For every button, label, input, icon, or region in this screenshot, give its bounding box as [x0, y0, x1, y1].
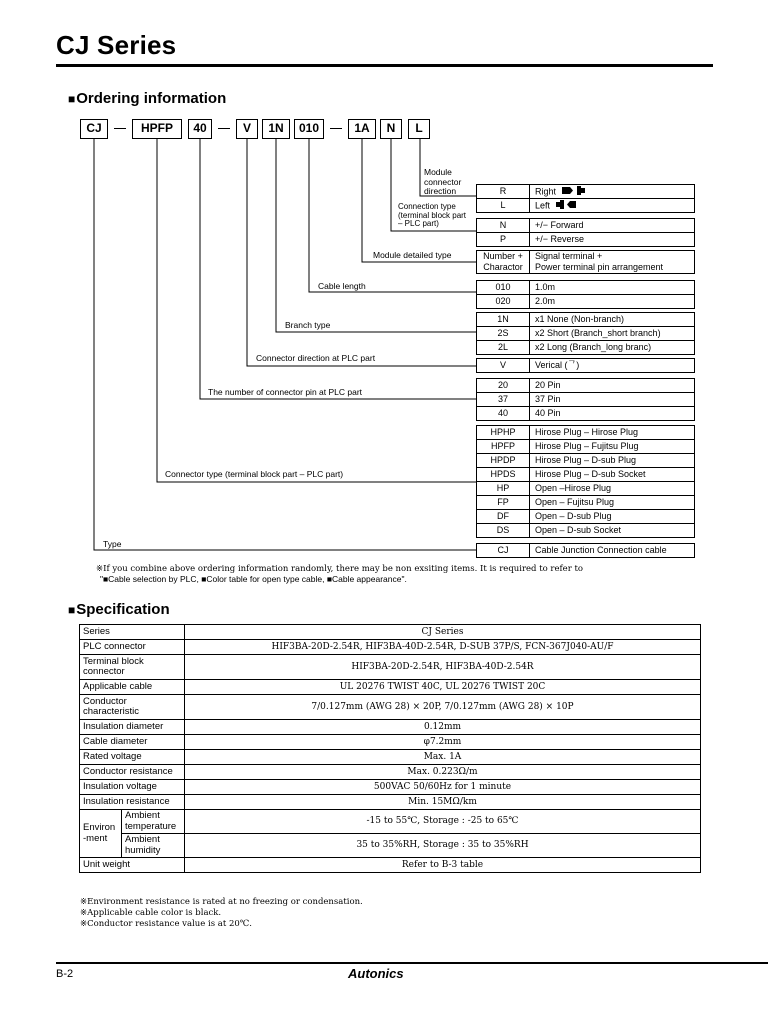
table-row: [80, 765, 701, 780]
table-row: [477, 426, 695, 440]
option-desc: +/− Reverse: [530, 233, 695, 247]
specification-table: [79, 624, 701, 873]
option-code: HPDP: [477, 454, 530, 468]
code-box-branch: 1N: [262, 119, 290, 139]
option-code: 1N: [477, 313, 530, 327]
spec-label: Conductor resistance: [80, 765, 185, 780]
spec-value: 500VAC 50/60Hz for 1 minute: [185, 780, 701, 795]
spec-label: Insulation diameter: [80, 720, 185, 735]
ordering-heading: [68, 90, 226, 107]
spec-value: Max. 1A: [185, 750, 701, 765]
table-row: [477, 440, 695, 454]
spec-value: HIF3BA-20D-2.54R, HIF3BA-40D-2.54R: [185, 655, 701, 680]
option-code: 2S: [477, 327, 530, 341]
table-row: [477, 482, 695, 496]
footer-rule: [56, 962, 768, 964]
spec-label: Applicable cable: [80, 680, 185, 695]
table-row: [477, 219, 695, 233]
spec-value: φ7.2mm: [185, 735, 701, 750]
label-type: Type: [103, 539, 122, 549]
code-box-module: 1A: [348, 119, 376, 139]
left-connector-icon: [556, 200, 576, 212]
option-desc: Open – D-sub Plug: [530, 510, 695, 524]
code-box-connector-type: HPFP: [132, 119, 182, 139]
table-row: [477, 251, 695, 274]
option-code: FP: [477, 496, 530, 510]
option-desc: 37 Pin: [530, 393, 695, 407]
label-branch: Branch type: [285, 320, 331, 330]
table-row: [80, 750, 701, 765]
table-row: [477, 281, 695, 295]
table-row: [80, 680, 701, 695]
spec-label: Insulation voltage: [80, 780, 185, 795]
spec-label: PLC connector: [80, 640, 185, 655]
option-desc: Hirose Plug – Hirose Plug: [530, 426, 695, 440]
code-box-direction: L: [408, 119, 430, 139]
spec-value: Min. 15MΩ/km: [185, 795, 701, 810]
table-row: [477, 454, 695, 468]
specification-heading: [68, 601, 170, 618]
spec-value: -15 to 55℃, Storage : -25 to 65℃: [185, 810, 701, 834]
ordering-heading-text: Ordering information: [76, 90, 227, 107]
option-desc: Open – D-sub Socket: [530, 524, 695, 538]
spec-value: HIF3BA-20D-2.54R, HIF3BA-40D-2.54R, D-SUB 37P/S, FCN-367J040-AU/F: [185, 640, 701, 655]
code-box-conn-dir: V: [236, 119, 258, 139]
label-pin: The number of connector pin at PLC part: [208, 387, 363, 397]
option-desc: Verical (ᄀ): [530, 359, 695, 373]
spec-value: Max. 0.223Ω/m: [185, 765, 701, 780]
spec-group-label: Environ -ment: [80, 810, 122, 858]
spec-value: 7/0.127mm (AWG 28) × 20P, 7/0.127mm (AWG 28) × 10P: [185, 695, 701, 720]
option-desc: Left: [530, 199, 695, 213]
page-number: B-2: [56, 968, 74, 980]
option-desc: 20 Pin: [530, 379, 695, 393]
option-code: HPFP: [477, 440, 530, 454]
option-desc: x2 Long (Branch_long branc): [530, 341, 695, 355]
table-row: [80, 625, 701, 640]
option-code: 020: [477, 295, 530, 309]
code-box-cable-length: 010: [294, 119, 324, 139]
option-code: L: [477, 199, 530, 213]
right-connector-icon: [562, 186, 586, 198]
option-desc: 40 Pin: [530, 407, 695, 421]
ordering-note-line1: ※If you combine above ordering information randomly, there may be non exsiting items. It is required to refer to: [96, 564, 583, 574]
ordering-note-line2: "■Cable selection by PLC, ■Color table for open type cable, ■Cable appearance".: [100, 574, 407, 584]
table-conn-dir: [476, 358, 695, 373]
table-row: [477, 407, 695, 421]
option-desc: +/− Forward: [530, 219, 695, 233]
spec-label: Unit weight: [80, 858, 185, 873]
page-title: CJ Series: [56, 30, 177, 60]
option-code: 40: [477, 407, 530, 421]
table-row: [477, 524, 695, 538]
option-desc: Signal terminal + Power terminal pin arrangement: [530, 251, 695, 274]
spec-value: 0.12mm: [185, 720, 701, 735]
option-code: DS: [477, 524, 530, 538]
option-code: Number + Charactor: [477, 251, 530, 274]
brand-logo: Autonics: [348, 966, 404, 981]
spec-label: Cable diameter: [80, 735, 185, 750]
spec-label: Rated voltage: [80, 750, 185, 765]
table-branch: [476, 312, 695, 355]
option-desc: Open –Hirose Plug: [530, 482, 695, 496]
option-desc: Hirose Plug – D-sub Plug: [530, 454, 695, 468]
option-code: N: [477, 219, 530, 233]
spec-value: Refer to B-3 table: [185, 858, 701, 873]
code-box-pin: 40: [188, 119, 212, 139]
table-row: [477, 379, 695, 393]
label-conn-dir: Connector direction at PLC part: [256, 353, 376, 363]
option-code: HPHP: [477, 426, 530, 440]
table-row: [80, 780, 701, 795]
spec-value: 35 to 35%RH, Storage : 35 to 35%RH: [185, 834, 701, 858]
spec-label: Insulation resistance: [80, 795, 185, 810]
spec-label: Series: [80, 625, 185, 640]
spec-note: ※Conductor resistance value is at 20℃.: [80, 919, 252, 929]
option-code: 2L: [477, 341, 530, 355]
table-row: [80, 810, 701, 834]
title-rule: [56, 64, 713, 67]
table-row: [477, 295, 695, 309]
spec-value: CJ Series: [185, 625, 701, 640]
table-row: [80, 655, 701, 680]
table-row: [477, 468, 695, 482]
table-row: [80, 640, 701, 655]
option-code: HPDS: [477, 468, 530, 482]
spec-sublabel: Ambient humidity: [122, 834, 185, 858]
table-row: [80, 795, 701, 810]
table-direction: [476, 184, 695, 213]
spec-value: UL 20276 TWIST 40C, UL 20276 TWIST 20C: [185, 680, 701, 695]
option-desc: x1 None (Non-branch): [530, 313, 695, 327]
code-box-type: CJ: [80, 119, 108, 139]
option-desc: Right: [530, 185, 695, 199]
table-type: [476, 543, 695, 558]
table-row: [477, 313, 695, 327]
option-code: 010: [477, 281, 530, 295]
table-row: [477, 233, 695, 247]
spec-label: Terminal block connector: [80, 655, 185, 680]
code-box-connection: N: [380, 119, 402, 139]
table-row: [80, 720, 701, 735]
spec-sublabel: Ambient temperature: [122, 810, 185, 834]
option-code: 20: [477, 379, 530, 393]
table-cable-length: [476, 280, 695, 309]
spec-note: ※Environment resistance is rated at no freezing or condensation.: [80, 897, 363, 907]
option-code: R: [477, 185, 530, 199]
option-desc: Open – Fujitsu Plug: [530, 496, 695, 510]
table-row: [477, 544, 695, 558]
label-direction: Module connector direction: [424, 167, 462, 196]
option-desc: 2.0m: [530, 295, 695, 309]
spec-note: ※Applicable cable color is black.: [80, 908, 222, 918]
table-row: [80, 735, 701, 750]
option-desc: Hirose Plug – D-sub Socket: [530, 468, 695, 482]
option-code: V: [477, 359, 530, 373]
table-row: [80, 858, 701, 873]
code-separator: [114, 128, 126, 129]
option-desc: Hirose Plug – Fujitsu Plug: [530, 440, 695, 454]
option-code: DF: [477, 510, 530, 524]
table-row: [477, 393, 695, 407]
label-module: Module detailed type: [373, 250, 452, 260]
table-row: [477, 496, 695, 510]
table-row: [477, 327, 695, 341]
table-module: [476, 250, 695, 274]
table-row: [477, 510, 695, 524]
code-separator: [330, 128, 342, 129]
code-separator: [218, 128, 230, 129]
square-bullet-icon: ■: [68, 92, 76, 106]
table-row: [80, 695, 701, 720]
square-bullet-icon: ■: [68, 603, 76, 617]
label-conn-type: Connector type (terminal block part – PLC part): [165, 469, 344, 479]
label-connection: Connection type (terminal block part – PLC part): [398, 202, 467, 228]
specification-heading-text: Specification: [76, 601, 170, 618]
table-row: [477, 185, 695, 199]
option-code: P: [477, 233, 530, 247]
option-desc: 1.0m: [530, 281, 695, 295]
table-row: [477, 199, 695, 213]
option-desc: Cable Junction Connection cable: [530, 544, 695, 558]
table-row: [477, 341, 695, 355]
option-code: CJ: [477, 544, 530, 558]
label-cable-length: Cable length: [318, 281, 366, 291]
table-row: [477, 359, 695, 373]
table-conn-type: [476, 425, 695, 538]
option-code: HP: [477, 482, 530, 496]
table-connection: [476, 218, 695, 247]
table-pin: [476, 378, 695, 421]
option-code: 37: [477, 393, 530, 407]
option-desc: x2 Short (Branch_short branch): [530, 327, 695, 341]
table-row: [80, 834, 701, 858]
spec-label: Conductor characteristic: [80, 695, 185, 720]
